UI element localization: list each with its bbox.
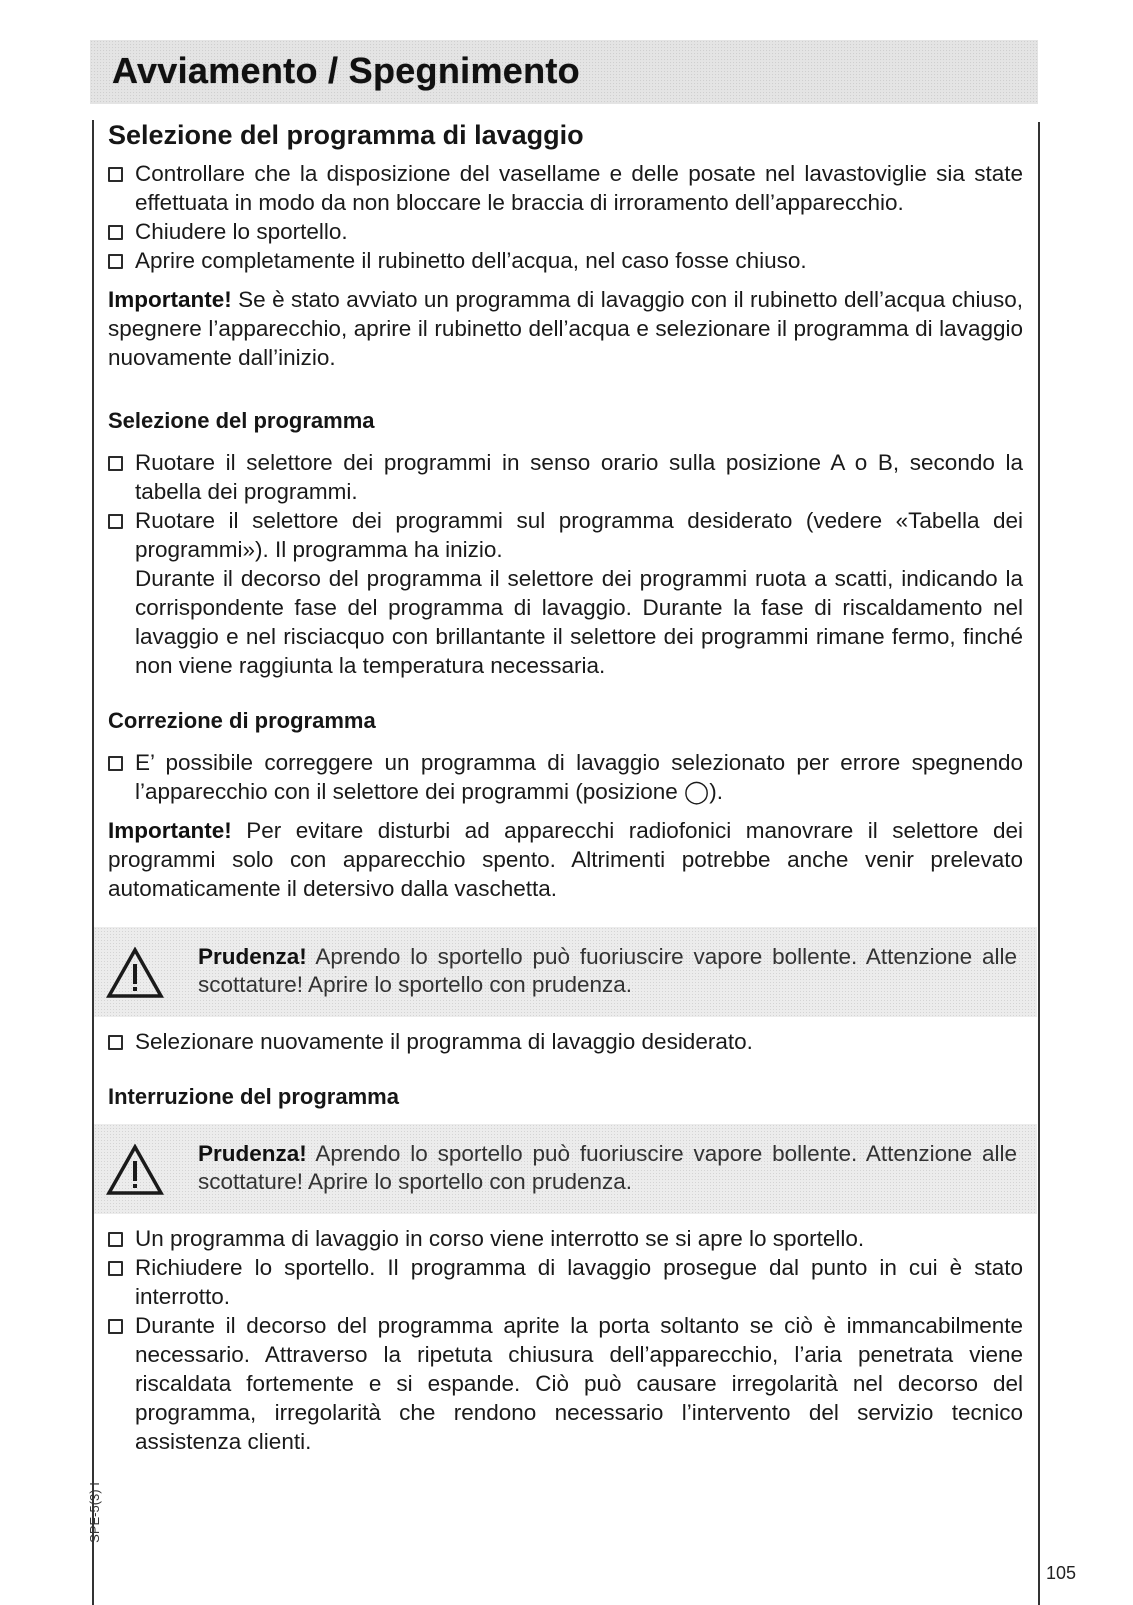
warning-text: Aprendo lo sportello può fuoriuscire vapore bollente. Attenzione alle scottature! Aprire lo sportello con prudenza. [198, 1141, 1018, 1194]
checkbox-square-icon [108, 1319, 123, 1334]
subheading-program-correction: Correzione di programma [108, 708, 376, 733]
warning-triangle-icon [106, 1144, 164, 1196]
program-correction-list [108, 748, 1023, 806]
checkbox-square-icon [108, 167, 123, 182]
checkbox-square-icon [108, 225, 123, 240]
note-text: Se è stato avviato un programma di lavaggio con il rubinetto dell’acqua chiuso, spegnere l’apparecchio, aprire il rubinetto dell’acqua e selezionare il programma di lavaggio nuovamente dall’inizio. [108, 287, 1023, 370]
warning-triangle-icon [106, 947, 164, 999]
note-text: Per evitare disturbi ad apparecchi radiofonici manovrare il selettore dei programmi solo con apparecchio spento. Altrimenti potrebbe anche venir prelevato automaticamente il detersivo dalla vaschetta. [108, 818, 1023, 901]
checkbox-square-icon [108, 1232, 123, 1247]
section-heading: Selezione del programma di lavaggio [108, 120, 584, 150]
list-item: Controllare che la disposizione del vasellame e delle posate nel lavastoviglie sia state effettuata in modo da non bloccare le braccia di irroramento dell’apparecchio. [108, 159, 1023, 217]
important-note [108, 285, 1023, 372]
warning-label: Prudenza! [198, 1141, 307, 1166]
warning-box [94, 1124, 1037, 1214]
checkbox-square-icon [108, 1035, 123, 1050]
interruption-list [108, 1224, 1023, 1456]
reselect-list [108, 1027, 1023, 1056]
page-title: Avviamento / Spegnimento [112, 50, 580, 91]
main-content [108, 116, 1023, 1456]
warning-text: Aprendo lo sportello può fuoriuscire vapore bollente. Attenzione alle scottature! Aprire lo sportello con prudenza. [198, 944, 1018, 997]
program-selection-list [108, 448, 1023, 680]
warning-label: Prudenza! [198, 944, 307, 969]
page-number: 105 [1046, 1563, 1077, 1583]
checkbox-square-icon [108, 756, 123, 771]
list-item: E’ possibile correggere un programma di lavaggio selezionato per errore spegnendo l’apparecchio con il selettore dei programmi (posizione ◯). [108, 748, 1023, 806]
important-note [108, 816, 1023, 903]
warning-text-block [198, 943, 1017, 999]
list-item: Chiudere lo sportello. [108, 217, 1023, 246]
note-label: Importante! [108, 818, 232, 843]
right-margin-rule [1038, 122, 1040, 1605]
wash-selection-list [108, 159, 1023, 275]
checkbox-square-icon [108, 456, 123, 471]
list-item: Durante il decorso del programma aprite la porta soltanto se ciò è immancabilmente necessario. Attraverso la ripetuta chiusura dell’apparecchio, l’aria penetrata viene riscaldata fortemente e si espande. Ciò può causare irregolarità nel decorso del programma, irregolarità che rendono necessario l’intervento del servizio tecnico assistenza clienti. [108, 1311, 1023, 1456]
list-item: Richiudere lo sportello. Il programma di lavaggio prosegue dal punto in cui è stato interrotto. [108, 1253, 1023, 1311]
warning-box [94, 927, 1037, 1017]
checkbox-square-icon [108, 254, 123, 269]
item-continuation: Durante il decorso del programma il selettore dei programmi ruota a scatti, indicando la corrispondente fase del programma di lavaggio. Durante la fase di riscaldamento nel lavaggio e nel risciacquo con brillantante il selettore dei programmi rimane fermo, finché non viene raggiunta la temperatura necessaria. [135, 566, 1023, 678]
checkbox-square-icon [108, 1261, 123, 1276]
list-item: Aprire completamente il rubinetto dell’acqua, nel caso fosse chiuso. [108, 246, 1023, 275]
subheading-program-selection: Selezione del programma [108, 408, 375, 433]
checkbox-square-icon [108, 514, 123, 529]
list-item: Un programma di lavaggio in corso viene interrotto se si apre lo sportello. [108, 1224, 1023, 1253]
list-item: Ruotare il selettore dei programmi sul programma desiderato (vedere «Tabella dei programmi»). Il programma ha inizio. Durante il decorso del programma il selettore dei programmi ruota a scatti, indicando la corrispondente fase del programma di lavaggio. Durante la fase di riscaldamento nel lavaggio e nel risciacquo con brillantante il selettore dei programmi rimane fermo, finché non viene raggiunta la temperatura necessaria. [108, 506, 1023, 680]
list-item: Ruotare il selettore dei programmi in senso orario sulla posizione A o B, secondo la tabella dei programmi. [108, 448, 1023, 506]
note-label: Importante! [108, 287, 232, 312]
list-item: Selezionare nuovamente il programma di lavaggio desiderato. [108, 1027, 1023, 1056]
left-margin-rule [92, 120, 94, 1605]
warning-text-block [198, 1140, 1017, 1196]
document-code: SPE-5(3) I [86, 1482, 102, 1543]
subheading-program-interruption: Interruzione del programma [108, 1084, 399, 1109]
